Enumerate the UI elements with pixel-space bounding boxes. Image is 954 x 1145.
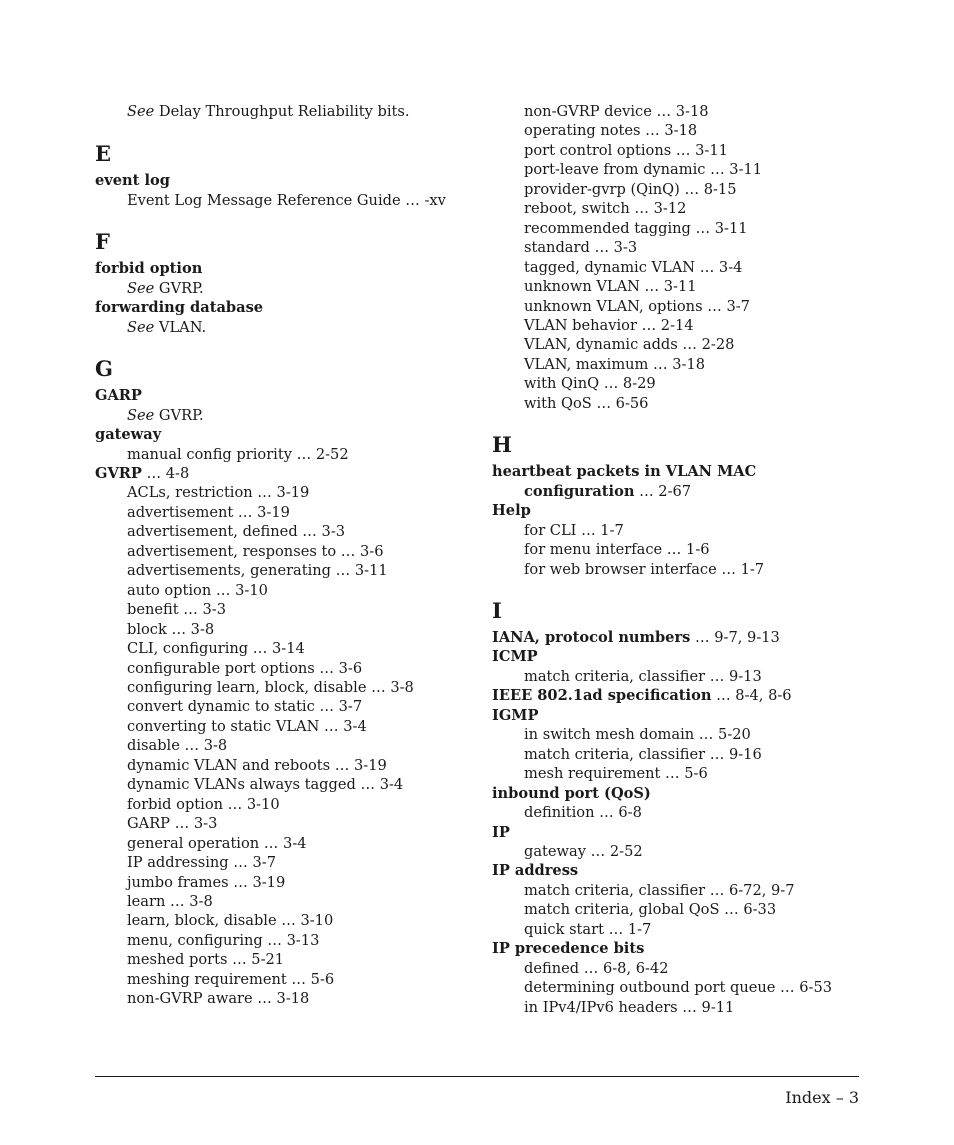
term-label: event log [95,172,170,190]
subentry-text: VLAN, maximum … 3-18 [524,355,706,373]
index-subentry [492,160,872,179]
subentry-text: tagged, dynamic VLAN … 3-4 [524,258,743,276]
index-subentry [95,503,485,522]
index-term [95,386,485,405]
subentry-text: with QinQ … 8-29 [524,375,656,393]
index-subentry [95,581,485,600]
index-subentry [492,297,872,316]
subentry-text: GARP … 3-3 [127,815,218,833]
index-subentry [492,803,872,822]
subentry-text: with QoS … 6-56 [524,394,649,412]
subentry-text: definition … 6-8 [524,804,642,822]
index-subentry [95,542,485,561]
index-subentry [95,600,485,619]
index-subentry [95,678,485,697]
index-term [492,823,872,842]
subentry-text: convert dynamic to static … 3-7 [127,698,363,716]
index-subentry [95,853,485,872]
term-label: gateway [95,426,162,444]
index-subentry [95,950,485,969]
subentry-text: Delay Throughput Reliability bits. [154,103,410,120]
subentry-text: GVRP. [154,406,204,424]
index-term [492,462,872,481]
subentry-text: configurable port options … 3-6 [127,659,363,677]
subentry-text: menu, configuring … 3-13 [127,931,320,949]
see-reference-label: See [127,103,155,120]
subentry-text: forbid option … 3-10 [127,795,280,813]
index-subentry [492,900,872,919]
subentry-text: reboot, switch … 3-12 [524,200,687,218]
index-subentry [492,238,872,257]
section-letter: F [95,229,110,255]
subentry-text: determining outbound port queue … 6-53 [524,979,833,997]
subentry-text: learn, block, disable … 3-10 [127,912,334,930]
term-label: forwarding database [95,299,264,317]
subentry-text: match criteria, classifier … 9-16 [524,745,762,763]
index-subentry [95,483,485,502]
subentry-text: IP addressing … 3-7 [127,854,276,872]
index-term [492,861,872,880]
page-references: … 2-67 [634,482,692,500]
index-subentry [95,620,485,639]
index-subentry [492,959,872,978]
page-references: … 8-4, 8-6 [711,687,792,705]
index-subentry [95,814,485,833]
index-term [492,706,872,725]
subentry-text: ACLs, restriction … 3-19 [127,484,310,502]
subentry-text: non-GVRP device … 3-18 [524,103,709,120]
see-reference-label: See [127,406,155,424]
subentry-text: benefit … 3-3 [127,601,226,619]
subentry-text: Event Log Message Reference Guide … -xv [127,191,446,209]
term-label: ICMP [492,648,538,666]
term-label: IP precedence bits [492,940,645,958]
index-subentry [95,970,485,989]
index-subentry [95,522,485,541]
index-subentry [95,102,485,121]
index-subentry [95,561,485,580]
subentry-text: port control options … 3-11 [524,141,728,159]
subentry-text: advertisement, responses to … 3-6 [127,542,384,560]
term-label: IEEE 802.1ad specification [492,687,712,705]
page-references: … 9-7, 9-13 [690,628,780,646]
index-subentry [492,258,872,277]
subentry-text: advertisements, generating … 3-11 [127,562,388,580]
subentry-text: meshing requirement … 5-6 [127,970,335,988]
subentry-text: disable … 3-8 [127,737,228,755]
index-term [95,171,485,190]
subentry-text: unknown VLAN, options … 3-7 [524,297,750,315]
index-subentry [492,764,872,783]
term-label: IGMP [492,706,539,724]
index-subentry [95,775,485,794]
index-subentry [95,873,485,892]
subentry-text: non-GVRP aware … 3-18 [127,990,310,1008]
subentry-text: meshed ports … 5-21 [127,951,285,969]
section-letter: E [95,141,112,167]
term-label: heartbeat packets in VLAN MAC [492,463,757,481]
subentry-text: dynamic VLANs always tagged … 3-4 [127,776,404,794]
index-subentry [492,394,872,413]
index-subentry [492,998,872,1017]
subentry-text: defined … 6-8, 6-42 [524,959,669,977]
term-label: configuration [524,482,635,500]
index-column-right [492,102,872,1017]
subentry-text: advertisement, defined … 3-3 [127,523,346,541]
subentry-text: block … 3-8 [127,620,215,638]
index-subentry [95,697,485,716]
index-subentry [492,745,872,764]
index-subentry [492,881,872,900]
subentry-text: standard … 3-3 [524,239,638,257]
subentry-text: quick start … 1-7 [524,920,652,938]
index-term [492,647,872,666]
index-term [95,259,485,278]
index-subentry [95,756,485,775]
index-subentry [95,717,485,736]
subentry-text: gateway … 2-52 [524,842,643,860]
index-subentry [492,842,872,861]
term-label: GVRP [95,464,142,482]
subentry-text: GVRP. [154,279,204,297]
index-subentry [492,316,872,335]
index-term [492,784,872,803]
page-number: Index – 3 [785,1088,859,1107]
index-subentry [95,659,485,678]
index-term [492,628,872,647]
index-subentry [95,989,485,1008]
index-subentry [95,931,485,950]
index-subentry [95,736,485,755]
term-label: IP address [492,862,579,880]
subentry-text: advertisement … 3-19 [127,503,290,521]
term-label: inbound port (QoS) [492,784,651,802]
index-subentry [492,374,872,393]
page-references: … 4-8 [141,464,190,482]
index-term-continuation [492,482,872,501]
index-subentry [492,521,872,540]
index-subentry [95,406,485,425]
index-subentry [492,725,872,744]
index-subentry [492,335,872,354]
index-subentry [95,318,485,337]
subentry-text: CLI, configuring … 3-14 [127,640,305,658]
index-term [95,298,485,317]
section-letter: H [492,432,512,458]
subentry-text: unknown VLAN … 3-11 [524,278,697,296]
subentry-text: dynamic VLAN and reboots … 3-19 [127,756,387,774]
index-subentry [492,920,872,939]
index-subentry [492,978,872,997]
index-subentry [492,102,872,121]
subentry-text: provider-gvrp (QinQ) … 8-15 [524,180,737,198]
section-letter: G [95,356,113,382]
subentry-text: converting to static VLAN … 3-4 [127,717,367,735]
subentry-text: in IPv4/IPv6 headers … 9-11 [524,998,735,1016]
subentry-text: port-leave from dynamic … 3-11 [524,161,763,179]
index-subentry [95,834,485,853]
footer-rule [95,1076,859,1077]
subentry-text: VLAN behavior … 2-14 [524,316,694,334]
term-label: GARP [95,387,142,405]
subentry-text: VLAN. [154,318,207,336]
index-term [492,939,872,958]
subentry-text: in switch mesh domain … 5-20 [524,726,751,744]
subentry-text: mesh requirement … 5-6 [524,765,708,783]
index-subentry [492,180,872,199]
subentry-text: configuring learn, block, disable … 3-8 [127,678,414,696]
index-subentry [492,355,872,374]
index-subentry [95,445,485,464]
index-subentry [492,121,872,140]
index-term [492,501,872,520]
index-subentry [95,911,485,930]
index-subentry [95,639,485,658]
term-label: forbid option [95,260,203,278]
subentry-text: match criteria, classifier … 9-13 [524,667,762,685]
subentry-text: for web browser interface … 1-7 [524,560,765,578]
term-label: Help [492,502,531,520]
see-reference-label: See [127,279,155,297]
index-subentry [492,219,872,238]
index-subentry [492,667,872,686]
index-subentry [492,540,872,559]
subentry-text: manual config priority … 2-52 [127,445,349,463]
index-term [95,464,485,483]
subentry-text: match criteria, classifier … 6-72, 9-7 [524,881,795,899]
subentry-text: VLAN, dynamic adds … 2-28 [524,336,735,354]
subentry-text: recommended tagging … 3-11 [524,219,748,237]
index-subentry [492,560,872,579]
subentry-text: match criteria, global QoS … 6-33 [524,901,777,919]
index-subentry [492,277,872,296]
index-subentry [492,199,872,218]
see-reference-label: See [127,318,155,336]
index-subentry [95,892,485,911]
term-label: IANA, protocol numbers [492,628,691,646]
index-term [492,686,872,705]
index-subentry [95,191,485,210]
index-term [95,425,485,444]
subentry-text: for menu interface … 1-6 [524,541,710,559]
index-subentry [95,279,485,298]
subentry-text: learn … 3-8 [127,892,213,910]
subentry-text: general operation … 3-4 [127,834,307,852]
index-subentry [492,141,872,160]
index-column-left [95,102,485,1009]
subentry-text: jumbo frames … 3-19 [127,873,286,891]
term-label: IP [492,823,510,841]
subentry-text: for CLI … 1-7 [524,521,624,539]
index-subentry [95,795,485,814]
section-letter: I [492,597,502,623]
subentry-text: operating notes … 3-18 [524,122,698,140]
subentry-text: auto option … 3-10 [127,581,268,599]
